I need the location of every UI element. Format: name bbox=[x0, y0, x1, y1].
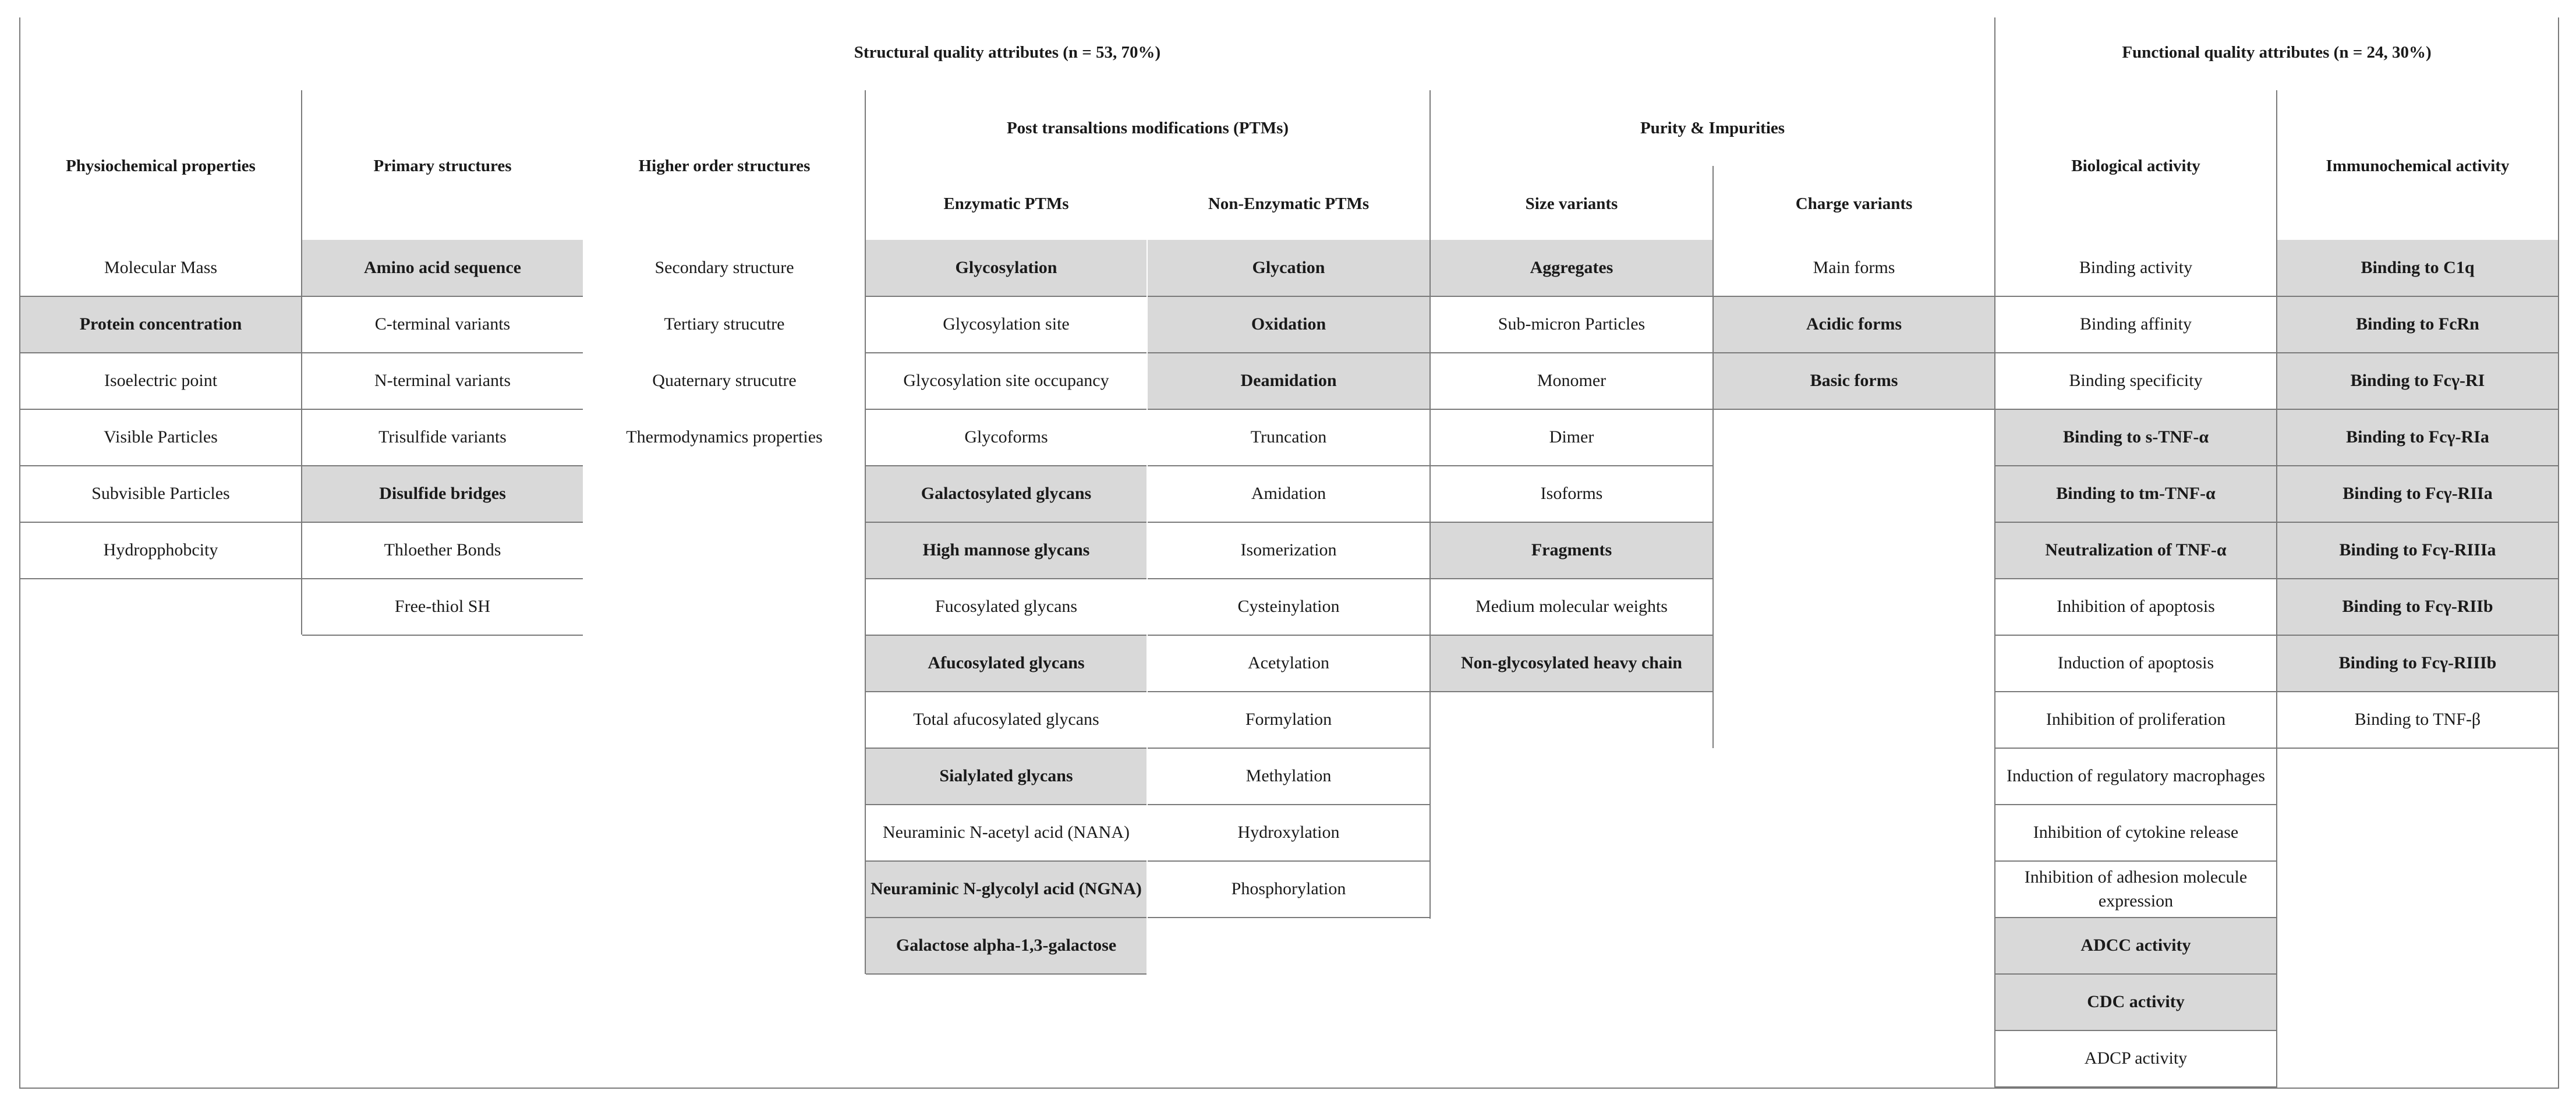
row-rule bbox=[1995, 917, 2276, 918]
row-rule bbox=[1995, 409, 2276, 410]
row-rule bbox=[1995, 1030, 2276, 1031]
row-rule bbox=[866, 352, 1147, 353]
table-cell: Medium molecular weights bbox=[1475, 597, 1668, 617]
table-cell: CDC activity bbox=[1995, 974, 2276, 1030]
table-cell: Glycosylation site occupancy bbox=[903, 371, 1109, 391]
table-cell: Fragments bbox=[1431, 522, 1712, 579]
table-cell: Acetylation bbox=[1248, 653, 1329, 673]
row-rule bbox=[1995, 578, 2276, 579]
row-rule bbox=[1431, 522, 1712, 523]
row-rule bbox=[1995, 465, 2276, 466]
row-rule bbox=[2277, 748, 2558, 749]
table-cell: C-terminal variants bbox=[374, 314, 511, 334]
row-rule bbox=[866, 973, 1147, 975]
table-cell: N-terminal variants bbox=[374, 371, 511, 391]
row-rule bbox=[302, 635, 583, 636]
row-rule bbox=[1714, 409, 1994, 410]
table-cell: ADCP activity bbox=[2084, 1049, 2188, 1068]
row-rule bbox=[20, 352, 301, 353]
row-rule bbox=[1995, 860, 2276, 862]
table-cell: Inhibition of cytokine release bbox=[2033, 823, 2239, 842]
row-rule bbox=[2277, 352, 2558, 353]
row-rule bbox=[1431, 352, 1712, 353]
table-cell: Molecular Mass bbox=[104, 258, 218, 278]
table-cell: Truncation bbox=[1250, 427, 1327, 447]
table-cell: Binding to Fcγ-RIIb bbox=[2277, 579, 2558, 635]
table-cell: Glycation bbox=[1148, 240, 1429, 296]
table-cell: Afucosylated glycans bbox=[866, 635, 1147, 692]
table-cell: Binding to C1q bbox=[2277, 240, 2558, 296]
table-cell: Monomer bbox=[1537, 371, 1607, 391]
row-rule bbox=[1148, 465, 1429, 466]
table-cell: Total afucosylated glycans bbox=[913, 710, 1099, 729]
row-rule bbox=[1995, 522, 2276, 523]
row-rule bbox=[302, 296, 583, 297]
row-rule bbox=[866, 917, 1147, 918]
row-rule bbox=[2277, 296, 2558, 297]
row-rule bbox=[1148, 804, 1429, 805]
size-header: Size variants bbox=[1525, 194, 1618, 213]
row-rule bbox=[1714, 296, 1994, 297]
row-rule bbox=[1995, 748, 2276, 749]
structural-header: Structural quality attributes (n = 53, 70%) bbox=[854, 42, 1161, 62]
table-cell: Inhibition of apoptosis bbox=[2057, 597, 2215, 617]
table-cell: Phosphorylation bbox=[1231, 879, 1346, 899]
table-cell: Tertiary strucutre bbox=[664, 314, 785, 334]
row-rule bbox=[302, 578, 583, 579]
table-cell: Binding to tm-TNF-α bbox=[1995, 466, 2276, 522]
row-rule bbox=[1995, 804, 2276, 805]
row-rule bbox=[1431, 635, 1712, 636]
row-rule bbox=[2277, 522, 2558, 523]
table-cell: Neuraminic N-acetyl acid (NANA) bbox=[883, 823, 1130, 842]
table-cell: Binding to FcRn bbox=[2277, 296, 2558, 353]
row-rule bbox=[866, 804, 1147, 805]
table-cell: Protein concentration bbox=[20, 296, 301, 353]
row-rule bbox=[1995, 691, 2276, 692]
table-cell: Free-thiol SH bbox=[394, 597, 491, 617]
table-cell: Aggregates bbox=[1431, 240, 1712, 296]
table-cell: High mannose glycans bbox=[866, 522, 1147, 579]
table-cell: Thermodynamics properties bbox=[626, 427, 823, 447]
table-cell: Acidic forms bbox=[1714, 296, 1994, 353]
row-rule bbox=[1148, 691, 1429, 692]
row-rule bbox=[866, 409, 1147, 410]
table-cell: Galactose alpha-1,3-galactose bbox=[866, 918, 1147, 974]
table-cell: Secondary structure bbox=[654, 258, 794, 278]
table-cell: Hydroxylation bbox=[1237, 823, 1340, 842]
table-cell: Induction of regulatory macrophages bbox=[2006, 766, 2265, 786]
table-cell: Non-glycosylated heavy chain bbox=[1431, 635, 1712, 692]
table-cell: Trisulfide variants bbox=[378, 427, 507, 447]
table-cell: Hydropphobcity bbox=[103, 540, 218, 560]
row-rule bbox=[1148, 748, 1429, 749]
table-cell: Glycoforms bbox=[964, 427, 1048, 447]
purity-header: Purity & Impurities bbox=[1640, 118, 1785, 137]
row-rule bbox=[866, 465, 1147, 466]
row-rule bbox=[1995, 973, 2276, 975]
primary-header: Primary structures bbox=[373, 156, 512, 175]
row-rule bbox=[866, 860, 1147, 862]
enzymatic-header: Enzymatic PTMs bbox=[943, 194, 1069, 213]
table-cell: Deamidation bbox=[1148, 353, 1429, 409]
immunochemical-header: Immunochemical activity bbox=[2326, 156, 2510, 175]
row-rule bbox=[866, 691, 1147, 692]
row-rule bbox=[302, 465, 583, 466]
row-rule bbox=[20, 296, 301, 297]
table-cell: Thloether Bonds bbox=[384, 540, 501, 560]
table-cell: Basic forms bbox=[1714, 353, 1994, 409]
row-rule bbox=[1431, 691, 1712, 692]
table-cell: Sub-micron Particles bbox=[1498, 314, 1646, 334]
table-cell: Galactosylated glycans bbox=[866, 466, 1147, 522]
row-rule bbox=[866, 522, 1147, 523]
row-rule bbox=[1995, 1086, 2276, 1088]
table-cell: Binding to s-TNF-α bbox=[1995, 409, 2276, 466]
row-rule bbox=[20, 465, 301, 466]
table-cell: Oxidation bbox=[1148, 296, 1429, 353]
row-rule bbox=[866, 748, 1147, 749]
frame-bottom bbox=[19, 1088, 2559, 1089]
ptms-header: Post transaltions modifications (PTMs) bbox=[1006, 118, 1289, 137]
table-cell: Induction of apoptosis bbox=[2057, 653, 2214, 673]
table-cell: Binding to Fcγ-RIIIa bbox=[2277, 522, 2558, 579]
row-rule bbox=[1148, 522, 1429, 523]
row-rule bbox=[2277, 635, 2558, 636]
table-cell: Cysteinylation bbox=[1237, 597, 1340, 617]
row-rule bbox=[1148, 860, 1429, 862]
row-rule bbox=[1431, 465, 1712, 466]
table-cell: Main forms bbox=[1813, 258, 1895, 278]
functional-header: Functional quality attributes (n = 24, 30%) bbox=[2122, 42, 2432, 62]
table-cell: ADCC activity bbox=[1995, 918, 2276, 974]
row-rule bbox=[302, 352, 583, 353]
row-rule bbox=[1148, 635, 1429, 636]
biological-header: Biological activity bbox=[2071, 156, 2200, 175]
table-cell: Amino acid sequence bbox=[302, 240, 583, 296]
table-cell: Neutralization of TNF-α bbox=[1995, 522, 2276, 579]
row-rule bbox=[1431, 409, 1712, 410]
table-cell: Isoforms bbox=[1540, 484, 1603, 504]
row-rule bbox=[1431, 578, 1712, 579]
row-rule bbox=[1714, 352, 1994, 353]
row-rule bbox=[20, 409, 301, 410]
higher-order-header: Higher order structures bbox=[638, 156, 811, 175]
table-cell: Sialylated glycans bbox=[866, 748, 1147, 805]
row-rule bbox=[1148, 917, 1429, 918]
table-cell: Isoelectric point bbox=[104, 371, 218, 391]
table-cell: Binding affinity bbox=[2080, 314, 2192, 334]
row-rule bbox=[2277, 409, 2558, 410]
table-cell: Neuraminic N-glycolyl acid (NGNA) bbox=[866, 861, 1147, 918]
row-rule bbox=[2277, 465, 2558, 466]
charge-header: Charge variants bbox=[1795, 194, 1913, 213]
table-cell: Quaternary strucutre bbox=[652, 371, 797, 391]
table-cell: Disulfide bridges bbox=[302, 466, 583, 522]
table-cell: Methylation bbox=[1245, 766, 1332, 786]
table-cell: Amidation bbox=[1251, 484, 1326, 504]
row-rule bbox=[20, 522, 301, 523]
row-rule bbox=[866, 635, 1147, 636]
frame-right bbox=[2558, 17, 2559, 1089]
table-cell: Inhibition of adhesion molecule expression bbox=[2024, 867, 2248, 911]
table-cell: Binding activity bbox=[2079, 258, 2193, 278]
table-cell: Fucosylated glycans bbox=[935, 597, 1078, 617]
row-rule bbox=[1148, 578, 1429, 579]
row-rule bbox=[1148, 352, 1429, 353]
table-cell: Glycosylation bbox=[866, 240, 1147, 296]
row-rule bbox=[866, 296, 1147, 297]
table-cell: Subvisible Particles bbox=[91, 484, 230, 504]
physicochemical-header: Physiochemical properties bbox=[66, 156, 256, 175]
row-rule bbox=[302, 522, 583, 523]
table-cell: Binding to Fcγ-RIIIb bbox=[2277, 635, 2558, 692]
table-cell: Binding specificity bbox=[2069, 371, 2203, 391]
row-rule bbox=[1995, 352, 2276, 353]
table-cell: Binding to TNF-β bbox=[2354, 710, 2481, 729]
row-rule bbox=[2277, 578, 2558, 579]
table-cell: Visible Particles bbox=[104, 427, 218, 447]
row-rule bbox=[866, 578, 1147, 579]
row-rule bbox=[1431, 296, 1712, 297]
non-enzymatic-header: Non-Enzymatic PTMs bbox=[1208, 194, 1370, 213]
table-cell: Glycosylation site bbox=[943, 314, 1070, 334]
table-cell: Formylation bbox=[1245, 710, 1332, 729]
row-rule bbox=[1995, 296, 2276, 297]
row-rule bbox=[2277, 691, 2558, 692]
row-rule bbox=[1995, 635, 2276, 636]
row-rule bbox=[302, 409, 583, 410]
table-cell: Binding to Fcγ-RIa bbox=[2277, 409, 2558, 466]
table-cell: Binding to Fcγ-RIIa bbox=[2277, 466, 2558, 522]
row-rule bbox=[1148, 296, 1429, 297]
table-cell: Dimer bbox=[1549, 427, 1594, 447]
row-rule bbox=[20, 578, 301, 579]
table-cell: Binding to Fcγ-RI bbox=[2277, 353, 2558, 409]
row-rule bbox=[1148, 409, 1429, 410]
table-cell: Isomerization bbox=[1240, 540, 1337, 560]
table-cell: Inhibition of proliferation bbox=[2046, 710, 2226, 729]
